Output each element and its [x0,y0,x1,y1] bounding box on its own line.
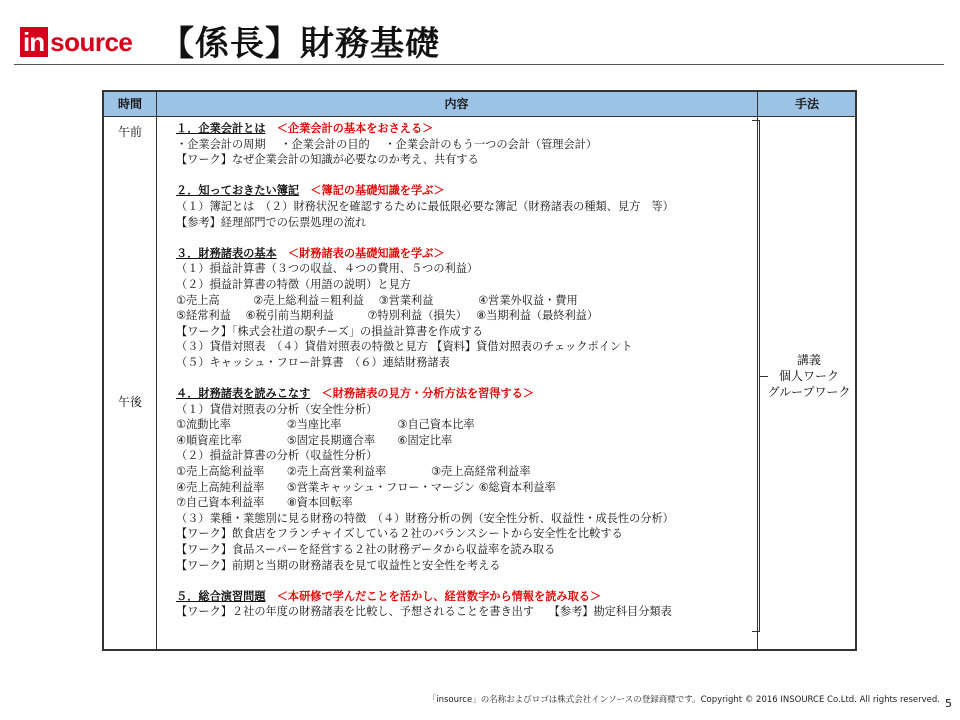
section-heading [168,121,758,137]
logo-source: source [50,27,133,57]
content-line: ①流動比率 ②当座比率 ③自己資本比率 [176,418,475,432]
section-subtitle: ＜企業会計の基本をおさえる＞ [276,122,434,135]
section-heading [168,386,758,402]
content-line: 【ワーク】飲食店をフランチャイズしている２社のバランスシートから安全性を比較する [176,527,623,541]
section-title: ５．総合演習問題 [176,589,266,603]
section-heading [168,589,758,605]
page-number: 5 [945,697,952,710]
section-subtitle: ＜本研修で学んだことを活かし、経営数字から情報を読み取る＞ [276,589,602,603]
header-method: 手法 [794,97,819,111]
content-line: 【ワーク】２社の年度の財務諸表を比較し、予想されることを書き出す 【参考】勘定科目分類表 [176,605,672,619]
content-line: （１）簿記とは （２）財務状況を確認するために最低限必要な簿記（財務諸表の種類、見方 等） [176,199,674,213]
content-line: （２）損益計算書の分析（収益性分析） [176,449,378,463]
footer-copyright: 「insource」の名称およびロゴは株式会社インソースの登録商標です。Copyright © 2016 INSOURCE Co.Ltd. All rights reserved. [427,695,940,705]
content-line: （１）損益計算書（３つの収益、４つの費用、５つの利益） [176,262,479,276]
header-time: 時間 [117,97,142,111]
content-line: ④順資産比率 ⑤固定長期適合率 ⑥固定比率 [176,433,453,447]
section-gap [168,371,758,387]
section-title: ２．知っておきたい簿記 [176,184,300,198]
content-line: （３）貸借対照表 （４）貸借対照表の特徴と見方 【資料】貸借対照表のチェックポイント [176,340,633,354]
curriculum-table [102,90,857,651]
section-subtitle: ＜簿記の基礎知識を学ぶ＞ [310,184,445,198]
time-am: 午前 [117,125,142,139]
column-divider [156,92,157,649]
section-subtitle: ＜財務諸表の基礎知識を学ぶ＞ [287,246,445,260]
content-line: （５）キャッシュ・フロー計算書 （６）連結財務諸表 [176,355,450,369]
section-gap [168,168,758,184]
section-gap [168,573,758,589]
content-line: 【ワーク】食品スーパーを経営する２社の財務データから収益率を読み取る [176,543,556,557]
content-body [168,121,758,620]
content-line: ・企業会計の周期 ・企業会計の目的 ・企業会計のもう一つの会計（管理会計） [176,137,598,151]
content-line: （１）貸借対照表の分析（安全性分析） [176,402,378,416]
content-line: ①売上高総利益率 ②売上高営業利益率 ③売上高経常利益率 [176,465,531,479]
content-line: （２）損益計算書の特徴（用語の説明）と見方 [176,277,411,291]
header-content: 内容 [444,97,469,111]
content-line: （３）業種・業態別に見る財務の特徴 （４）財務分析の例（安全性分析、収益性・成長性の分析） [176,511,674,525]
content-line: 【ワーク】「株式会社道の駅チーズ」の損益計算書を作成する [176,324,484,338]
content-line: ①売上高 ②売上総利益＝粗利益 ③営業利益 ④営業外収益・費用 [176,293,578,307]
content-line: 【参考】経理部門での伝票処理の流れ [176,215,367,229]
method-item: 個人ワーク [778,369,839,383]
section-gap [168,230,758,246]
page-title: 【係長】財務基礎 [160,24,440,64]
section-title: １．企業会計とは [176,122,266,135]
title-divider [14,64,944,65]
content-line: 【ワーク】前期と当期の財務諸表を見て収益性と安全性を考える [176,558,501,572]
method-list [759,352,859,400]
content-line: ⑦自己資本利益率 ⑧資本回転率 [176,496,353,510]
section-title: ４．財務諸表を読みこなす [176,387,311,401]
section-heading [168,183,758,199]
section-title: ３．財務諸表の基本 [176,246,277,260]
table-header-row [104,92,855,117]
insource-logo [20,27,132,57]
logo-in: in [20,27,48,57]
content-line: 【ワーク】なぜ企業会計の知識が必要なのか考え、共有する [176,153,479,167]
section-heading [168,246,758,262]
section-subtitle: ＜財務諸表の見方・分析方法を習得する＞ [321,387,535,401]
content-line: ④売上高純利益率 ⑤営業キャッシュ・フロー・マージン ⑥総資本利益率 [176,480,556,494]
content-line: ⑤経常利益 ⑥税引前当期利益 ⑦特別利益（損失） ⑧当期利益（最終利益） [176,309,599,323]
time-pm: 午後 [117,395,142,409]
method-item: 講義 [796,353,821,367]
method-item: グループワーク [767,385,851,399]
